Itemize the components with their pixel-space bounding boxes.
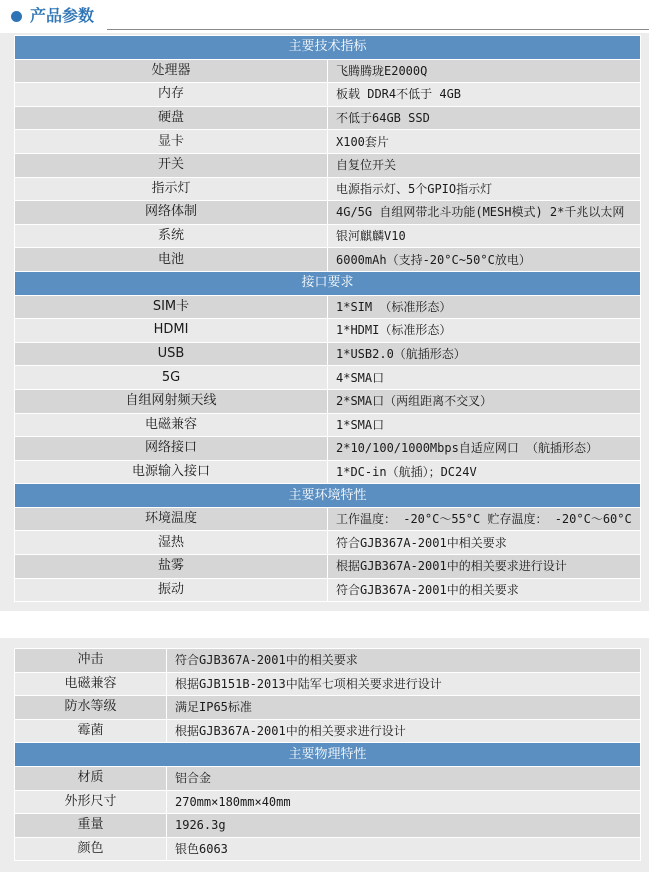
spec-label: 颜色 (15, 837, 167, 861)
spec-value: 1*DC-in（航插）；DC24V (328, 460, 641, 484)
spec-row (15, 177, 641, 201)
spec-row (15, 201, 641, 225)
panel-separator (0, 611, 649, 638)
spec-label: 电源输入接口 (15, 460, 328, 484)
spec-row (15, 507, 641, 531)
spec-label: 网络接口 (15, 437, 328, 461)
section-title: 主要环境特性 (15, 484, 641, 508)
spec-label: 电池 (15, 248, 328, 272)
spec-row (15, 460, 641, 484)
spec-label: 电磁兼容 (15, 672, 167, 696)
spec-row (15, 531, 641, 555)
spec-label: 重量 (15, 814, 167, 838)
page-header (0, 0, 649, 33)
spec-label: 冲击 (15, 649, 167, 673)
section-title: 接口要求 (15, 271, 641, 295)
spec-row (15, 224, 641, 248)
spec-row (15, 672, 641, 696)
spec-row (15, 389, 641, 413)
spec-row (15, 719, 641, 743)
spec-row (15, 814, 641, 838)
spec-row (15, 366, 641, 390)
spec-row (15, 319, 641, 343)
spec-value: 根据GJB367A-2001中的相关要求进行设计 (167, 719, 641, 743)
spec-label: 处理器 (15, 59, 328, 83)
spec-row (15, 413, 641, 437)
spec-value: 不低于64GB SSD (328, 106, 641, 130)
spec-row (15, 153, 641, 177)
spec-value: 飞腾腾珑E2000Q (328, 59, 641, 83)
spec-value: 工作温度： -20°C～55°C 贮存温度： -20°C～60°C (328, 507, 641, 531)
spec-value: 1*SMA口 (328, 413, 641, 437)
spec-label: 盐雾 (15, 555, 328, 579)
spec-label: SIM卡 (15, 295, 328, 319)
spec-value: 2*10/100/1000Mbps自适应网口 （航插形态） (328, 437, 641, 461)
spec-value: 6000mAh（支持-20°C~50°C放电） (328, 248, 641, 272)
spec-label: USB (15, 342, 328, 366)
bullet-dot-icon (11, 11, 22, 22)
spec-value: 自复位开关 (328, 153, 641, 177)
spec-table-bottom (14, 648, 641, 861)
spec-label: 自组网射频天线 (15, 389, 328, 413)
spec-value: 4G/5G 自组网带北斗功能(MESH模式) 2*千兆以太网 (328, 201, 641, 225)
spec-value: 符合GJB367A-2001中的相关要求 (167, 649, 641, 673)
spec-label: 开关 (15, 153, 328, 177)
spec-value: 根据GJB367A-2001中的相关要求进行设计 (328, 555, 641, 579)
spec-value: 1*HDMI（标准形态） (328, 319, 641, 343)
section-header-row (15, 36, 641, 60)
spec-value: 板载 DDR4不低于 4GB (328, 83, 641, 107)
spec-value: 满足IP65标准 (167, 696, 641, 720)
spec-label: HDMI (15, 319, 328, 343)
spec-row (15, 248, 641, 272)
spec-label: 环境温度 (15, 507, 328, 531)
spec-label: 内存 (15, 83, 328, 107)
spec-value: 根据GJB151B-2013中陆军七项相关要求进行设计 (167, 672, 641, 696)
spec-value: 银色6063 (167, 837, 641, 861)
spec-row (15, 837, 641, 861)
section-title: 主要技术指标 (15, 36, 641, 60)
spec-value: 1926.3g (167, 814, 641, 838)
spec-value: 银河麒麟V10 (328, 224, 641, 248)
spec-row (15, 59, 641, 83)
spec-row (15, 649, 641, 673)
spec-label: 网络体制 (15, 201, 328, 225)
section-header-row (15, 743, 641, 767)
spec-label: 振动 (15, 578, 328, 602)
spec-label: 指示灯 (15, 177, 328, 201)
spec-value: 电源指示灯、5个GPIO指示灯 (328, 177, 641, 201)
spec-row (15, 83, 641, 107)
header-divider (107, 29, 649, 30)
spec-row (15, 342, 641, 366)
spec-row (15, 790, 641, 814)
spec-value: 4*SMA口 (328, 366, 641, 390)
spec-row (15, 295, 641, 319)
spec-value: 符合GJB367A-2001中相关要求 (328, 531, 641, 555)
spec-row (15, 106, 641, 130)
spec-value: 1*USB2.0（航插形态） (328, 342, 641, 366)
spec-value: 1*SIM （标准形态） (328, 295, 641, 319)
spec-label: 显卡 (15, 130, 328, 154)
spec-label: 湿热 (15, 531, 328, 555)
spec-table-top (14, 35, 641, 602)
spec-row (15, 578, 641, 602)
spec-label: 外形尺寸 (15, 790, 167, 814)
spec-label: 防水等级 (15, 696, 167, 720)
spec-row (15, 555, 641, 579)
spec-value: 2*SMA口（两组距离不交叉） (328, 389, 641, 413)
section-header-row (15, 484, 641, 508)
spec-row (15, 437, 641, 461)
section-header-row (15, 271, 641, 295)
spec-label: 硬盘 (15, 106, 328, 130)
spec-label: 电磁兼容 (15, 413, 328, 437)
spec-value: 符合GJB367A-2001中的相关要求 (328, 578, 641, 602)
spec-label: 5G (15, 366, 328, 390)
spec-label: 材质 (15, 766, 167, 790)
spec-row (15, 130, 641, 154)
spec-row (15, 766, 641, 790)
spec-label: 霉菌 (15, 719, 167, 743)
page-title: 产品参数 (30, 6, 95, 25)
section-title: 主要物理特性 (15, 743, 641, 767)
spec-row (15, 696, 641, 720)
spec-value: 铝合金 (167, 766, 641, 790)
spec-value: X100套片 (328, 130, 641, 154)
spec-label: 系统 (15, 224, 328, 248)
spec-value: 270mm×180mm×40mm (167, 790, 641, 814)
